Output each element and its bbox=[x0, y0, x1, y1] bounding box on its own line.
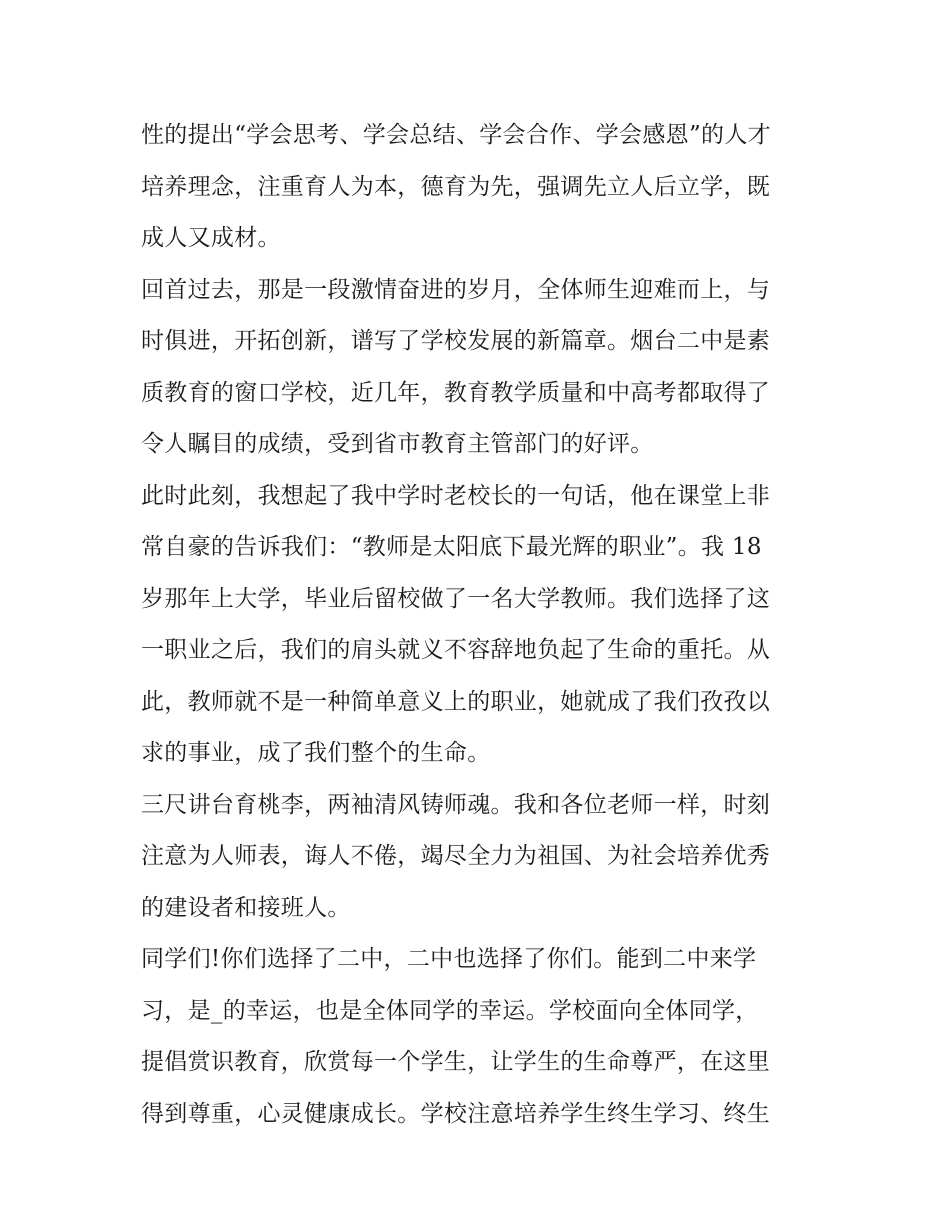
text-line: 三尺讲台育桃李，两袖清风铸师魂。我和各位老师一样，时刻 bbox=[141, 791, 771, 818]
text-line: 此时此刻，我想起了我中学时老校长的一句话，他在课堂上非 bbox=[141, 482, 771, 509]
text-line: 时俱进，开拓创新，谱写了学校发展的新篇章。烟台二中是素 bbox=[141, 328, 771, 354]
text-line: 此，教师就不是一种简单意义上的职业，她就成了我们孜孜以 bbox=[141, 688, 771, 715]
text-line: 注意为人师表，诲人不倦，竭尽全力为祖国、为社会培养优秀 bbox=[141, 843, 771, 869]
text-line: 成人又成材。 bbox=[141, 225, 281, 251]
body-text bbox=[141, 110, 821, 1140]
text-line: 的建设者和接班人。 bbox=[141, 894, 351, 921]
text-line: 质教育的窗口学校，近几年，教育教学质量和中高考都取得了 bbox=[141, 379, 771, 406]
text-line: 性的提出“学会思考、学会总结、学会合作、学会感恩”的人才 bbox=[141, 122, 771, 148]
text-line: 一职业之后，我们的肩头就义不容辞地负起了生命的重托。从 bbox=[141, 637, 771, 663]
text-line: 提倡赏识教育，欣赏每一个学生，让学生的生命尊严，在这里 bbox=[141, 1049, 771, 1075]
text-line: 岁那年上大学，毕业后留校做了一名大学教师。我们选择了这 bbox=[141, 585, 771, 612]
text-line: 常自豪的告诉我们：“教师是太阳底下最光辉的职业”。我 18 bbox=[141, 534, 762, 560]
text-line: 培养理念，注重育人为本，德育为先，强调先立人后立学，既 bbox=[141, 173, 771, 200]
text-line: 同学们!你们选择了二中，二中也选择了你们。能到二中来学 bbox=[141, 946, 757, 972]
text-line: 习，是_的幸运，也是全体同学的幸运。学校面向全体同学， bbox=[141, 997, 759, 1024]
text-line: 求的事业，成了我们整个的生命。 bbox=[141, 740, 491, 766]
text-line: 回首过去，那是一段激情奋进的岁月，全体师生迎难而上，与 bbox=[141, 276, 771, 303]
text-line: 得到尊重，心灵健康成长。学校注意培养学生终生学习、终生 bbox=[141, 1100, 771, 1127]
text-line: 令人瞩目的成绩，受到省市教育主管部门的好评。 bbox=[141, 431, 654, 457]
